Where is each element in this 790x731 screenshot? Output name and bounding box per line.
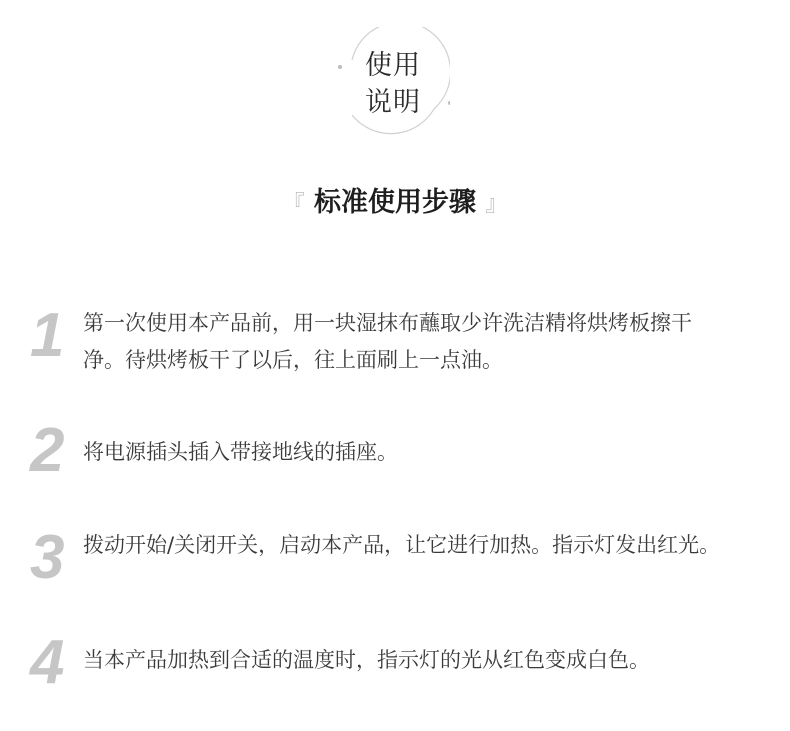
badge-text xyxy=(336,47,450,121)
badge-line-1: 使用 xyxy=(365,50,421,81)
step-text: 当本产品加热到合适的温度时，指示灯的光从红色变成白色。 xyxy=(83,648,650,672)
badge-line-2: 说明 xyxy=(365,87,421,118)
step-number: 2 xyxy=(30,416,65,485)
step-number: 3 xyxy=(30,523,65,592)
step-number: 1 xyxy=(30,301,65,370)
left-bracket: 『 xyxy=(282,192,305,217)
step-text: 拨动开始/关闭开关，启动本产品，让它进行加热。指示灯发出红光。 xyxy=(83,533,721,557)
step-text: 将电源插头插入带接地线的插座。 xyxy=(83,440,398,464)
instructions-badge xyxy=(336,27,450,141)
step-number: 4 xyxy=(30,628,65,697)
right-bracket: 』 xyxy=(485,192,508,217)
page-title: 标准使用步骤 xyxy=(314,187,476,218)
step-text: 第一次使用本产品前，用一块湿抹布蘸取少许洗洁精将烘烤板擦干净。待烘烤板干了以后，往上面刷上一点油。 xyxy=(83,311,692,372)
section-title xyxy=(0,183,790,225)
